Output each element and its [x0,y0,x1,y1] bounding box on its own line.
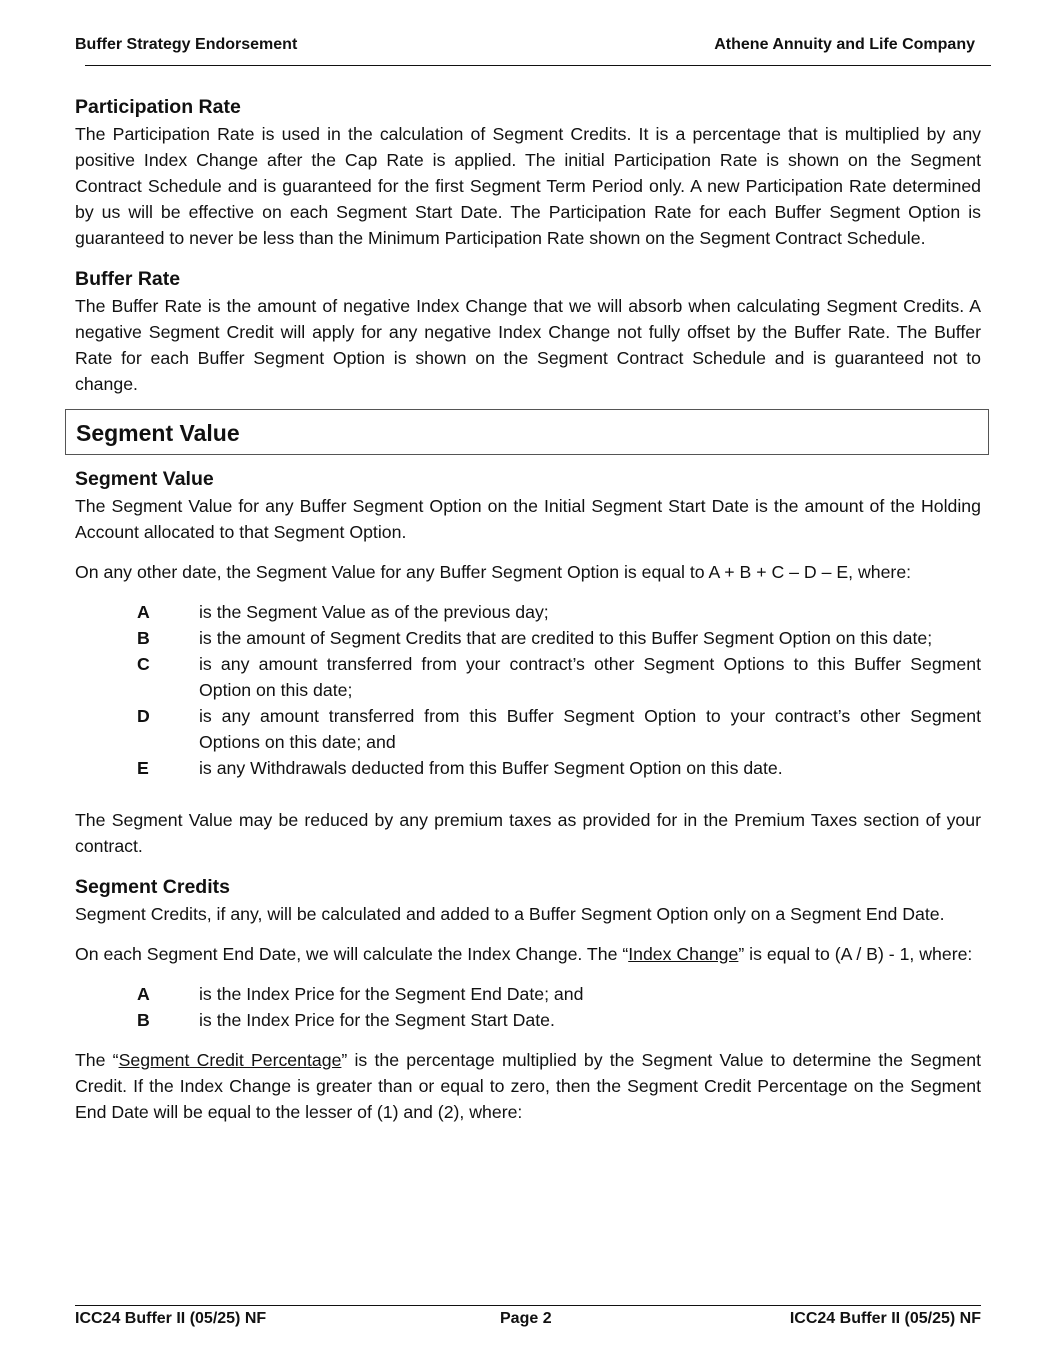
definition-text: is the Segment Value as of the previous day; [199,602,549,622]
index-change-term: Index Change [628,944,739,964]
participation-rate-heading: Participation Rate [75,96,241,118]
definition-text: is any amount transferred from your contract’s other Segment Options to this Buffer Segment Option on this date; [199,654,981,700]
scp-tail: ” is the percentage multiplied by the Segment Value to determine the Segment Credit. If the Index Change is greater than or equal to zero, then the Segment Credit Percentage on the Segment End Date will be equal to the lesser of (1) and (2), where: [75,1050,981,1122]
segment-credits-paragraph-2 [75,941,981,967]
definition-text: is the amount of Segment Credits that are credited to this Buffer Segment Option on this date; [199,628,933,648]
definition-item [137,1007,981,1033]
definition-text: is any amount transferred from this Buffer Segment Option to your contract’s other Segment Options on this date; and [199,706,981,752]
definition-item [137,703,981,755]
segment-credits-paragraph-1: Segment Credits, if any, will be calculated and added to a Buffer Segment Option only on a Segment End Date. [75,904,945,924]
index-change-lead: On each Segment End Date, we will calculate the Index Change. The “ [75,944,629,964]
index-change-tail: ” is equal to (A / B) - 1, where: [738,944,973,964]
header-company: Athene Annuity and Life Company [714,36,975,53]
segment-value-definitions [137,599,981,781]
scp-lead: The “ [75,1050,119,1070]
segment-value-section-title: Segment Value [65,409,989,455]
definition-key: D [137,706,150,726]
index-change-definitions [137,981,981,1033]
footer-page-number: Page 2 [500,1310,552,1327]
definition-item [137,625,981,651]
segment-credit-percentage-term: Segment Credit Percentage [118,1050,342,1070]
document-body [75,93,981,1125]
header-title: Buffer Strategy Endorsement [75,36,298,53]
definition-item [137,599,981,625]
participation-rate-paragraph: The Participation Rate is used in the calculation of Segment Credits. It is a percentage that is multiplied by any positive Index Change after the Cap Rate is applied. The initial Participation Rate is shown on the Segment Contract Schedule and is guaranteed for the first Segment Term Period only. A new Participation Rate determined by us will be effective on each Segment Start Date. The Participation Rate for each Buffer Segment Option is guaranteed to never be less than the Minimum Participation Rate shown on the Segment Contract Schedule. [75,124,981,248]
segment-credit-percentage-paragraph [75,1047,981,1125]
definition-item [137,755,981,781]
definition-text: is the Index Price for the Segment Start Date. [199,1010,555,1030]
buffer-rate-paragraph: The Buffer Rate is the amount of negative Index Change that we will absorb when calculating Segment Credits. A negative Segment Credit will apply for any negative Index Change not fully offset by the Buffer Rate. The Buffer Rate for each Buffer Segment Option is shown on the Segment Contract Schedule and is guaranteed not to change. [75,296,981,394]
definition-key: A [137,984,150,1004]
definition-text: is the Index Price for the Segment End Date; and [199,984,584,1004]
footer-rule [75,1305,981,1306]
definition-text: is any Withdrawals deducted from this Buffer Segment Option on this date. [199,758,783,778]
definition-key: B [137,628,150,648]
segment-value-paragraph-3: The Segment Value may be reduced by any premium taxes as provided for in the Premium Taxes section of your contract. [75,810,981,856]
segment-value-paragraph-1: The Segment Value for any Buffer Segment Option on the Initial Segment Start Date is the amount of the Holding Account allocated to that Segment Option. [75,496,981,542]
definition-item [137,981,981,1007]
definition-key: C [137,654,150,674]
footer-form-number-right: ICC24 Buffer II (05/25) NF [789,1310,981,1327]
definition-key: A [137,602,150,622]
segment-credits-heading: Segment Credits [75,876,230,898]
segment-value-heading: Segment Value [75,468,214,490]
segment-value-paragraph-2: On any other date, the Segment Value for any Buffer Segment Option is equal to A + B + C – D – E, where: [75,562,912,582]
definition-key: B [137,1010,150,1030]
definition-key: E [137,758,149,778]
definition-item [137,651,981,703]
header-rule [85,65,991,66]
buffer-rate-heading: Buffer Rate [75,268,181,290]
footer-form-number-left: ICC24 Buffer II (05/25) NF [75,1310,267,1327]
